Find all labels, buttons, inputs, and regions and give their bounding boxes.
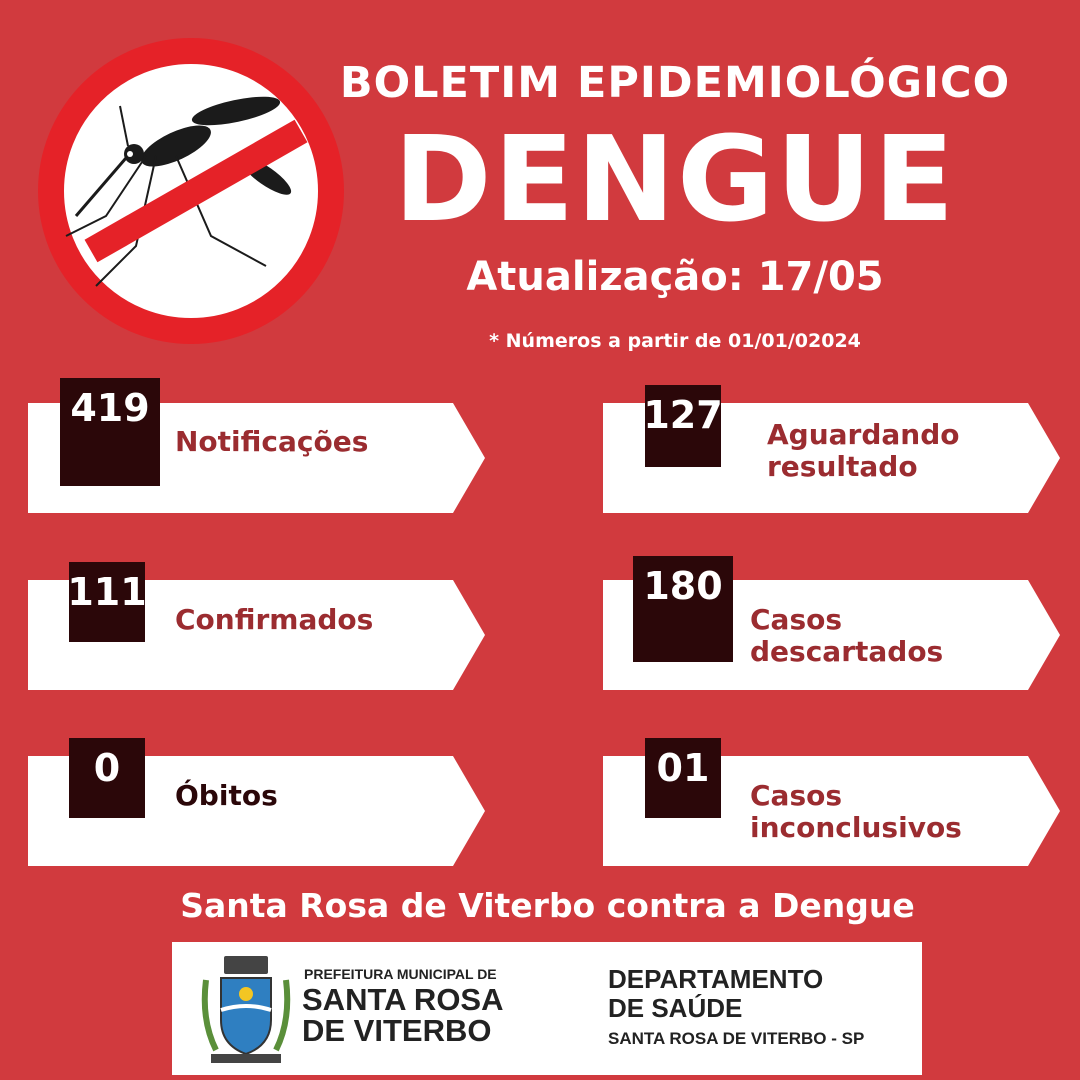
stat-card-descartados bbox=[603, 564, 1063, 690]
stat-value: 01 bbox=[645, 738, 721, 818]
stat-label: Confirmados bbox=[175, 603, 374, 636]
department-location: SANTA ROSA DE VITERBO - SP bbox=[608, 1029, 865, 1048]
department-line1: DEPARTAMENTO bbox=[608, 964, 824, 994]
stat-value: 111 bbox=[69, 562, 145, 642]
prefeitura-name-line1: SANTA ROSA bbox=[302, 982, 504, 1017]
municipal-crest-icon bbox=[196, 950, 296, 1068]
disease-title: DENGUE bbox=[393, 110, 957, 248]
numbers-note: * Números a partir de 01/01/02024 bbox=[489, 330, 861, 352]
stat-label: Aguardando resultado bbox=[767, 418, 960, 483]
stat-value: 419 bbox=[60, 378, 160, 486]
stat-value: 180 bbox=[633, 556, 733, 662]
stat-card-confirmados bbox=[28, 570, 488, 690]
slogan: Santa Rosa de Viterbo contra a Dengue bbox=[180, 886, 915, 925]
stat-card-obitos bbox=[28, 746, 488, 866]
footer-banner bbox=[172, 942, 922, 1075]
stat-label: Óbitos bbox=[175, 779, 278, 812]
no-mosquito-icon bbox=[36, 36, 346, 346]
prefeitura-label: PREFEITURA MUNICIPAL DE bbox=[304, 966, 497, 982]
stat-card-aguardando bbox=[603, 393, 1063, 513]
stat-label: Casos inconclusivos bbox=[750, 779, 962, 844]
stat-value: 0 bbox=[69, 738, 145, 818]
stat-value: 127 bbox=[645, 385, 721, 467]
update-date: Atualização: 17/05 bbox=[466, 254, 884, 300]
stat-label: Notificações bbox=[175, 425, 369, 458]
stat-card-notificacoes bbox=[28, 386, 488, 513]
department-line2: DE SAÚDE bbox=[608, 993, 743, 1023]
prefeitura-name-line2: DE VITERBO bbox=[302, 1013, 492, 1048]
stat-card-inconclusivos bbox=[603, 746, 1063, 866]
stat-label: Casos descartados bbox=[750, 603, 944, 668]
bulletin-title: BOLETIM EPIDEMIOLÓGICO bbox=[339, 58, 1011, 108]
